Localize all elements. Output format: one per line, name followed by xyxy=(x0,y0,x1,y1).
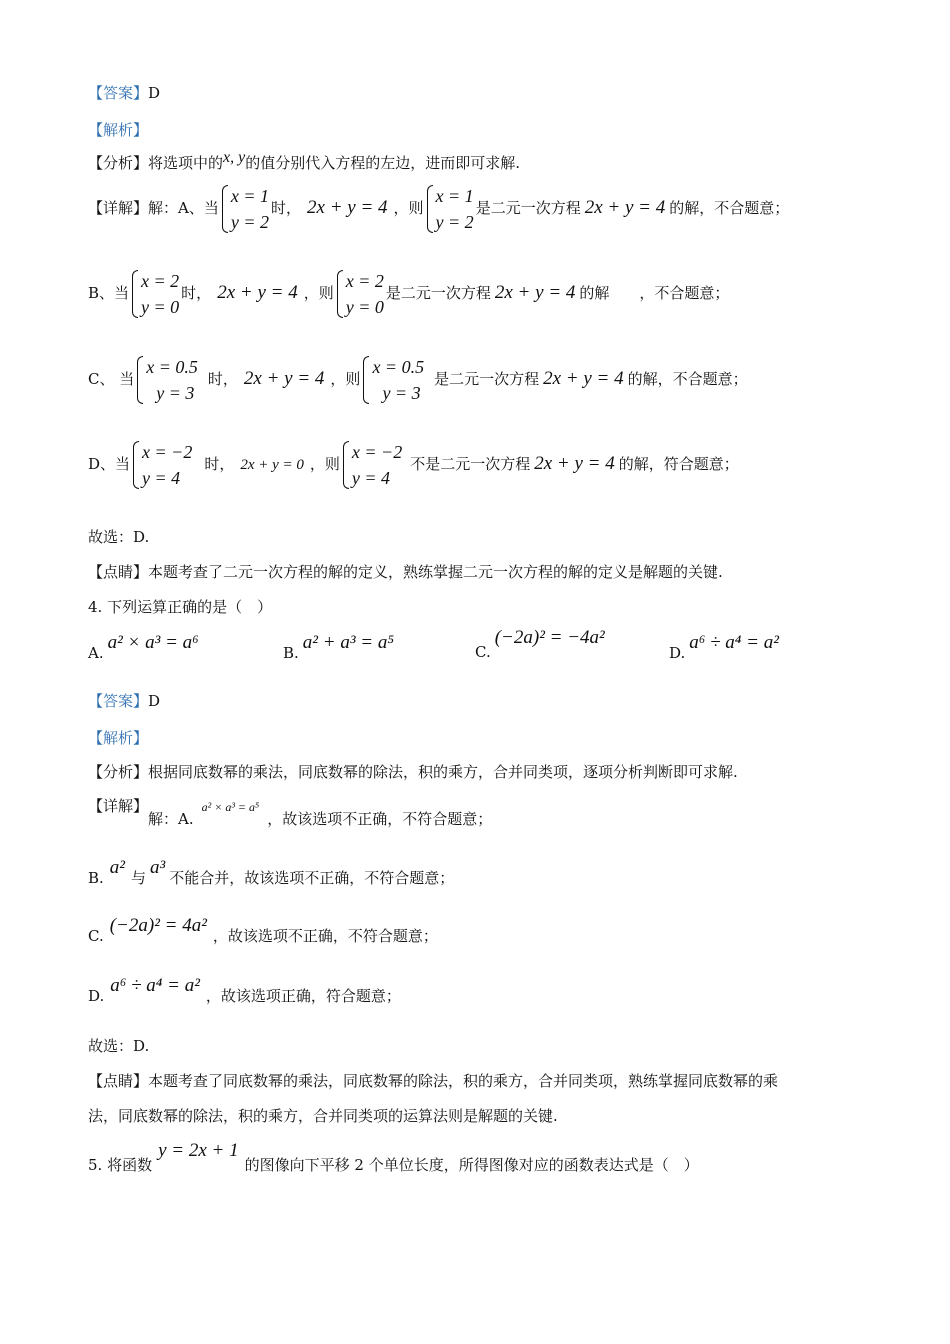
q5-stem-a: 5. 将函数 xyxy=(88,1156,153,1174)
row-tail: 的解 ，不合题意； xyxy=(579,284,730,302)
detail-expr: a² xyxy=(109,857,125,878)
equation-system-2 xyxy=(426,183,474,235)
q5-expr: y = 2x + 1 xyxy=(158,1140,239,1161)
row-tail: 的解，不合题意； xyxy=(669,199,790,217)
detail-row-a xyxy=(88,183,789,235)
answer-tag: 【答案】 xyxy=(88,84,149,102)
detail-tail: 不能合并，故该选项不正确，不符合题意； xyxy=(169,869,455,887)
equation-system-2 xyxy=(342,439,402,491)
q4-dianjing-line-2: 法，同底数幂的除法，积的乘方，合并同类项的运算法则是解题的关键. xyxy=(88,1107,558,1125)
q5-stem xyxy=(88,1140,699,1174)
detail-mid: 与 xyxy=(131,869,147,887)
fenxi-tag: 【分析】 xyxy=(88,154,149,172)
option-label: D. xyxy=(669,644,686,662)
sys2-y: y = 3 xyxy=(382,383,421,403)
row-expr: 2x + y = 4 xyxy=(307,197,388,218)
equation-system xyxy=(132,439,192,491)
equation-system-2 xyxy=(336,268,384,320)
dianjing-text: 本题考查了二元一次方程的解的定义，熟练掌握二元一次方程的解的定义是解题的关键. xyxy=(148,563,723,581)
dianjing-tag: 【点睛】 xyxy=(88,1072,149,1090)
row-expr: 2x + y = 4 xyxy=(243,368,325,389)
sys2-y: y = 2 xyxy=(435,212,474,232)
detail-expr: a² × a³ = a⁵ xyxy=(201,800,260,814)
fenxi-tag: 【分析】 xyxy=(88,763,149,781)
sys-x: x = −2 xyxy=(142,442,193,462)
row-shi: 时， xyxy=(204,455,235,473)
q5-stem-b: 的图像向下平移 2 个单位长度，所得图像对应的函数表达式是（ ） xyxy=(244,1156,699,1174)
row-eq: 2x + y = 4 xyxy=(543,368,624,389)
option-a xyxy=(88,632,199,662)
row-ze: ，则 xyxy=(330,370,361,388)
row-lead: 解：A、当 xyxy=(148,199,219,217)
option-expr: a² + a³ = a⁵ xyxy=(302,632,394,653)
answer-value: D xyxy=(148,692,161,710)
detail-lead: B. xyxy=(88,869,104,887)
xiangjie-tag: 【详解】 xyxy=(88,199,149,217)
option-expr: a² × a³ = a⁶ xyxy=(107,632,199,653)
option-c xyxy=(475,627,605,661)
row-mid: 不是二元一次方程 xyxy=(410,455,531,473)
row-shi: 时， xyxy=(271,199,302,217)
sys2-x: x = 0.5 xyxy=(372,357,425,377)
sys2-x: x = 2 xyxy=(345,271,384,291)
row-ze: ，则 xyxy=(309,455,340,473)
detail-row-b xyxy=(88,268,729,320)
sys-y: y = 4 xyxy=(142,468,181,488)
row-tail: 的解，符合题意； xyxy=(618,455,739,473)
row-tail: 的解，不合题意； xyxy=(627,370,748,388)
row-lead: C、 当 xyxy=(88,370,135,388)
row-shi: 时， xyxy=(207,370,238,388)
row-expr: 2x + y = 4 xyxy=(217,282,298,303)
option-label: B. xyxy=(283,644,299,662)
q4-detail-d xyxy=(88,975,401,1005)
row-mid: 是二元一次方程 xyxy=(475,199,581,217)
sys-x: x = 2 xyxy=(141,271,180,291)
sys-x: x = 0.5 xyxy=(146,357,198,377)
row-eq: 2x + y = 4 xyxy=(584,197,666,218)
fenxi-text-a: 将选项中的 xyxy=(148,154,224,172)
sys-y: y = 2 xyxy=(230,212,269,232)
detail-tail: ，故该选项不正确，不符合题意； xyxy=(212,927,438,945)
option-expr: (−2a)² = −4a² xyxy=(494,627,605,648)
analysis-tag: 【解析】 xyxy=(88,121,149,139)
xiangjie-tag: 【详解】 xyxy=(88,797,149,815)
detail-tail: ，故该选项正确，符合题意； xyxy=(205,987,401,1005)
row-eq: 2x + y = 4 xyxy=(534,453,615,474)
row-ze: ，则 xyxy=(303,284,334,302)
equation-system-2 xyxy=(362,354,424,406)
choose-line: 故选：D. xyxy=(88,528,150,546)
q4-answer-line xyxy=(88,690,160,711)
fenxi-vars: x, y xyxy=(223,149,246,166)
fenxi-text-b: 的值分别代入方程的左边，进而即可求解. xyxy=(245,154,521,172)
option-b xyxy=(283,632,394,662)
row-eq: 2x + y = 4 xyxy=(494,282,576,303)
sys2-x: x = −2 xyxy=(351,442,403,462)
fenxi-line xyxy=(88,149,521,173)
row-mid: 是二元一次方程 xyxy=(434,370,540,388)
row-shi: 时， xyxy=(181,284,212,302)
answer-tag: 【答案】 xyxy=(88,692,149,710)
equation-system xyxy=(136,354,198,406)
row-lead: B、当 xyxy=(88,284,130,302)
q4-detail-a xyxy=(88,795,493,828)
equation-system xyxy=(131,268,179,320)
detail-tail: ，故该选项不正确，不符合题意； xyxy=(267,810,493,828)
sys-x: x = 1 xyxy=(230,186,269,206)
equation-system xyxy=(221,183,269,235)
q4-detail-c xyxy=(88,915,438,945)
detail-lead: C. xyxy=(88,927,104,945)
sys2-y: y = 4 xyxy=(351,468,391,488)
q4-fenxi-line xyxy=(88,761,738,782)
q4-stem: 4. 下列运算正确的是（ ） xyxy=(88,598,273,616)
detail-row-d xyxy=(88,439,739,491)
dianjing-tag: 【点睛】 xyxy=(88,563,149,581)
row-lead: D、当 xyxy=(88,455,131,473)
row-mid: 是二元一次方程 xyxy=(385,284,491,302)
option-d xyxy=(669,632,779,662)
q4-choose-line: 故选：D. xyxy=(88,1037,150,1055)
detail-expr-2: a³ xyxy=(150,857,166,878)
q4-detail-b xyxy=(88,857,455,887)
detail-expr: a⁶ ÷ a⁴ = a² xyxy=(110,975,200,996)
detail-row-c xyxy=(88,354,748,406)
answer-line xyxy=(88,82,160,103)
q4-dianjing-line xyxy=(88,1070,778,1091)
option-label: C. xyxy=(475,643,491,661)
row-expr: 2x + y = 0 xyxy=(240,457,304,473)
q4-analysis-tag: 【解析】 xyxy=(88,729,149,747)
detail-lead: 解：A. xyxy=(148,810,194,828)
sys2-x: x = 1 xyxy=(435,186,474,206)
option-expr: a⁶ ÷ a⁴ = a² xyxy=(689,632,779,653)
detail-lead: D. xyxy=(88,987,105,1005)
option-label: A. xyxy=(88,644,104,662)
dianjing-text-1: 本题考查了同底数幂的乘法，同底数幂的除法，积的乘方，合并同类项，熟练掌握同底数幂的乘 xyxy=(148,1072,779,1090)
row-ze: ，则 xyxy=(393,199,424,217)
sys2-y: y = 0 xyxy=(345,297,384,317)
sys-y: y = 0 xyxy=(141,297,180,317)
fenxi-text: 根据同底数幂的乘法，同底数幂的除法，积的乘方，合并同类项，逐项分析判断即可求解. xyxy=(148,763,738,781)
detail-expr: (−2a)² = 4a² xyxy=(109,915,207,936)
dianjing-line xyxy=(88,561,723,582)
sys-y: y = 3 xyxy=(156,383,195,403)
answer-value: D xyxy=(148,84,161,102)
